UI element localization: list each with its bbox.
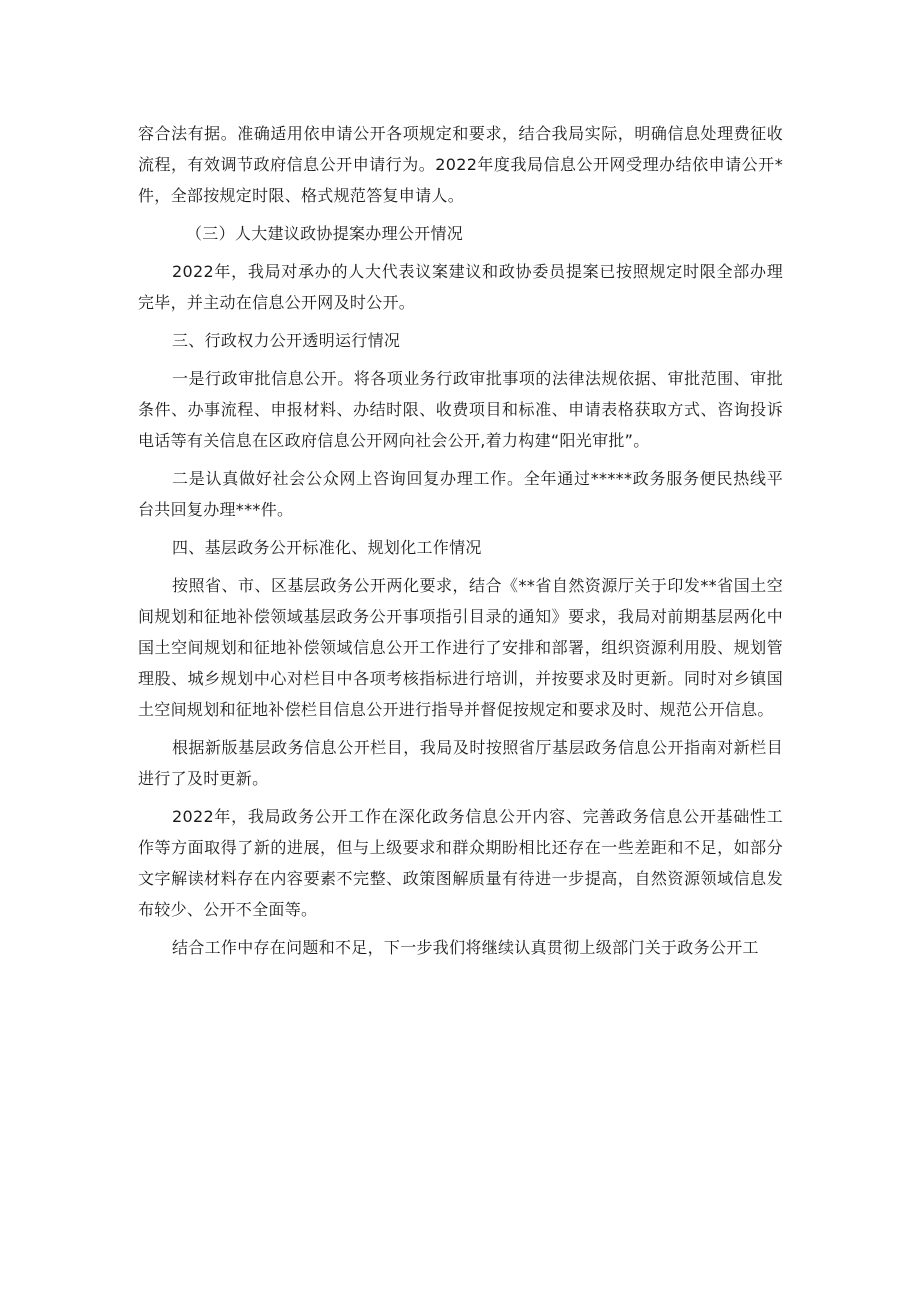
section-heading-npc-proposals: （三）人大建议政协提案办理公开情况: [186, 224, 464, 243]
paragraph-progress-shortcomings: 2022年，我局政务公开工作在深化政务信息公开内容、完善政务信息公开基础性工作等方面取得了新的进展，但与上级要求和群众期盼相比还存在一些差距和不足，如部分文字解读材料存在内容要素不完整、政策图解质量有待进一步提高，自然资源领域信息发布较少、公开不全面等。: [138, 807, 783, 919]
paragraph-proposals: 2022年，我局对承办的人大代表议案建议和政协委员提案已按照规定时限全部办理完毕，并主动在信息公开网及时公开。: [138, 262, 783, 312]
section-heading-grassroots: 四、基层政务公开标准化、规划化工作情况: [172, 538, 482, 557]
paragraph-next-steps: 结合工作中存在问题和不足，下一步我们将继续认真贯彻上级部门关于政务公开工: [172, 938, 759, 957]
paragraph-column-update: 根据新版基层政务信息公开栏目，我局及时按照省厅基层政务信息公开指南对新栏目进行了及时更新。: [138, 738, 783, 788]
paragraph-approval-disclosure: 一是行政审批信息公开。将各项业务行政审批事项的法律法规依据、审批范围、审批条件、办事流程、申报材料、办结时限、收费项目和标准、申请表格获取方式、咨询投诉电话等有关信息在区政府信息公开网向社会公开,着力构建“阳光审批”。: [138, 369, 783, 450]
paragraph-online-consultation: 二是认真做好社会公众网上咨询回复办理工作。全年通过*****政务服务便民热线平台共回复办理***件。: [138, 469, 783, 519]
paragraph-grassroots-standardization: 按照省、市、区基层政务公开两化要求，结合《**省自然资源厅关于印发**省国土空间规划和征地补偿领域基层政务公开事项指引目录的通知》要求，我局对前期基层两化中国土空间规划和征地补偿领域信息公开工作进行了安排和部署，组织资源利用股、规划管理股、城乡规划中心对栏目中各项考核指标进行培训，并按要求及时更新。同时对乡镇国土空间规划和征地补偿栏目信息公开进行指导并督促按规定和要求及时、规范公开信息。: [138, 576, 783, 719]
section-heading-administrative-power: 三、行政权力公开透明运行情况: [172, 331, 401, 350]
paragraph-continuation: 容合法有据。准确适用依申请公开各项规定和要求，结合我局实际，明确信息处理费征收流程，有效调节政府信息公开申请行为。2022年度我局信息公开网受理办结依申请公开*件，全部按规定时限、格式规范答复申请人。: [138, 124, 783, 205]
document-body: [138, 118, 783, 963]
